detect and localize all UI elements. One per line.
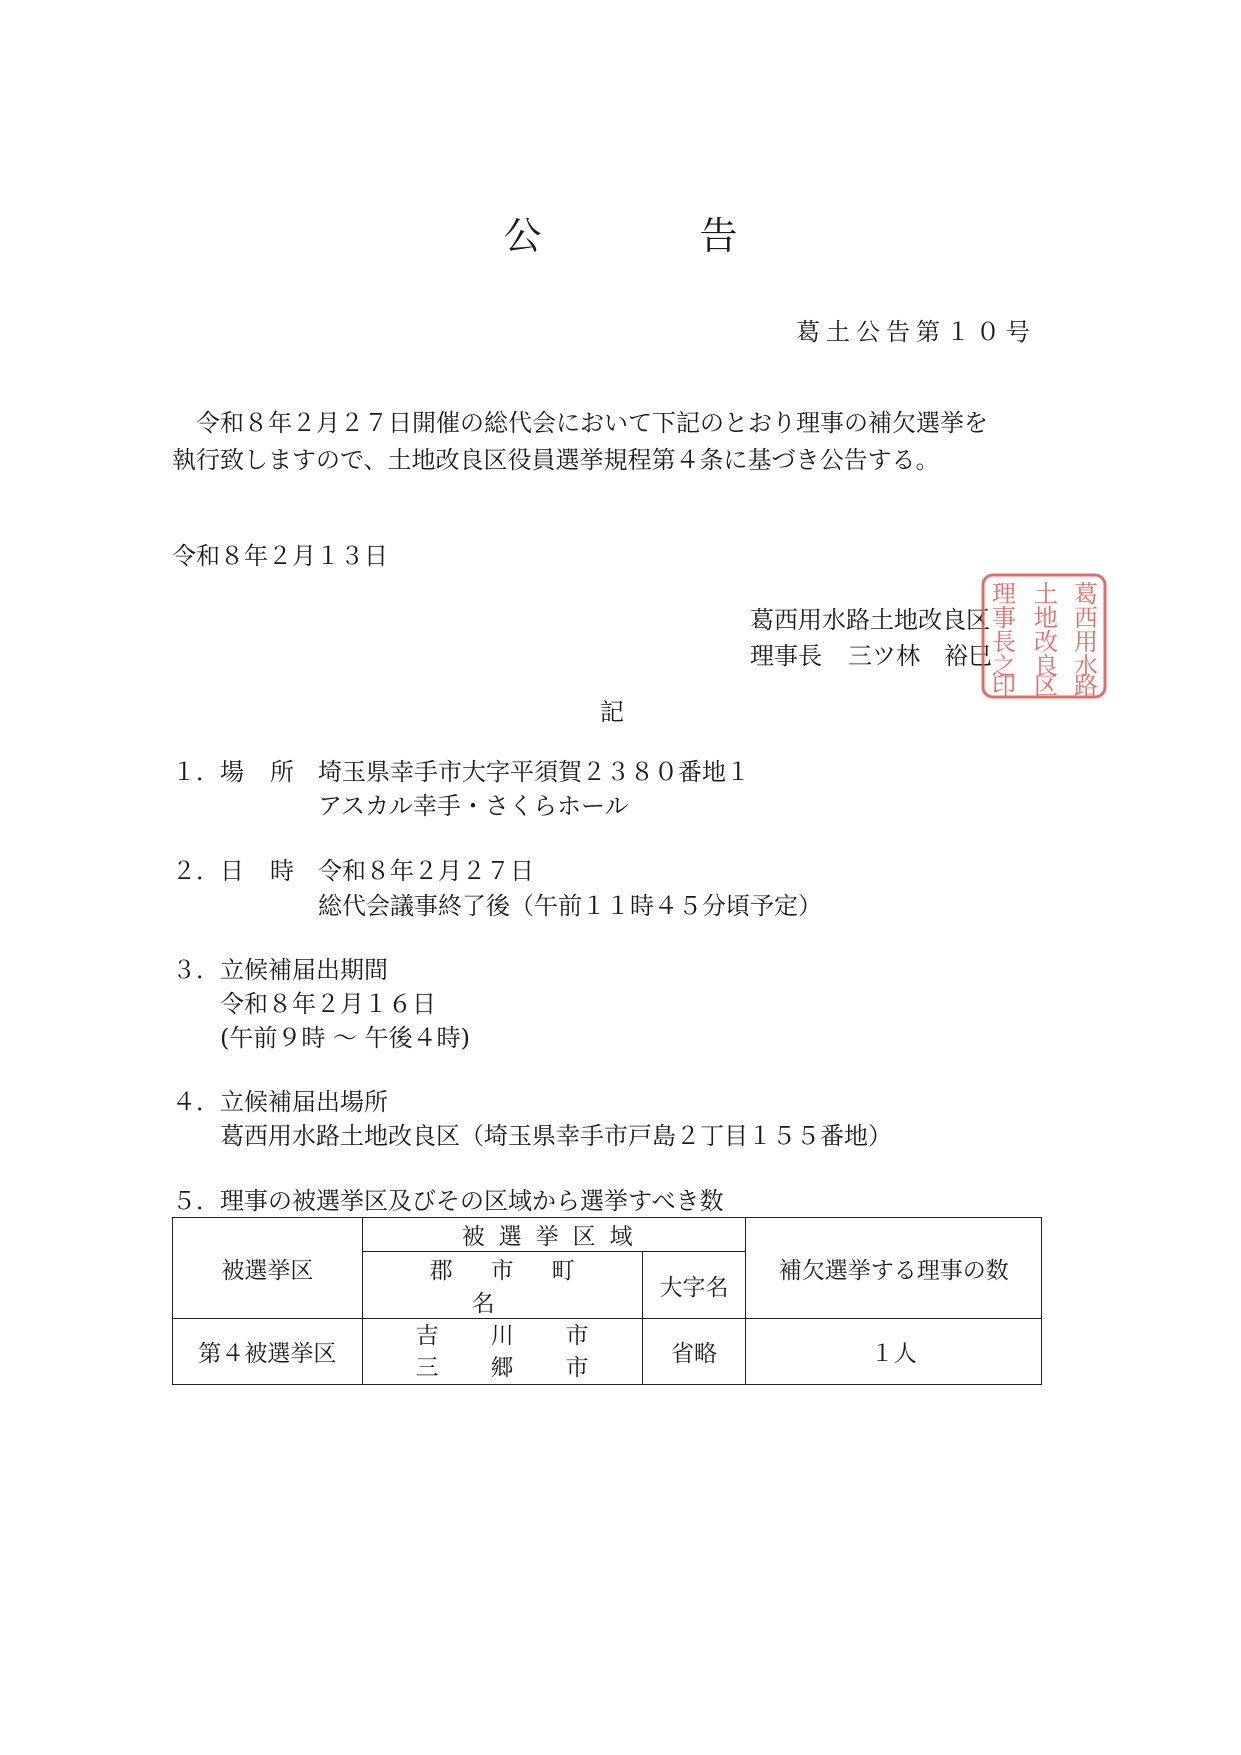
issuer-org: 葛西用水路土地改良区 [750, 606, 990, 634]
ki-heading: 記 [600, 698, 624, 726]
row-cities [362, 1319, 642, 1385]
item-2-label-a: 日 [220, 857, 244, 885]
header-count: 補欠選挙する理事の数 [746, 1218, 1042, 1319]
svg-text:之: 之 [992, 652, 1016, 680]
election-district-table [172, 1217, 1042, 1385]
official-seal-stamp [980, 572, 1108, 700]
item-4-number: ４． [172, 1088, 220, 1116]
svg-text:路: 路 [1074, 672, 1098, 700]
row-count: １人 [746, 1319, 1042, 1385]
item-1-label-a: 場 [220, 758, 244, 786]
item-3-label: 立候補届出期間 [220, 956, 388, 984]
item-3-line-2: (午前９時 ～ 午後４時) [220, 1024, 470, 1052]
issuer-name: 三ツ林 裕巳 [848, 642, 992, 670]
item-1-line-1: 埼玉県幸手市大字平須賀２３８０番地１ [318, 758, 750, 786]
svg-text:良: 良 [1034, 652, 1058, 680]
item-1-number: １． [172, 758, 220, 786]
row-city-2: 三郷市 [415, 1354, 641, 1381]
svg-text:地: 地 [1034, 604, 1058, 632]
item-3-number: ３． [172, 956, 220, 984]
item-1-label-b: 所 [270, 758, 294, 786]
svg-text:水: 水 [1074, 652, 1098, 680]
item-4-line-1: 葛西用水路土地改良区（埼玉県幸手市戸島２丁目１５５番地） [220, 1122, 892, 1150]
item-5-number: ５． [172, 1187, 220, 1215]
issuer-role: 理事長 [750, 642, 822, 670]
header-district: 被選挙区 [173, 1218, 363, 1319]
notice-date: 令和８年２月１３日 [172, 542, 388, 570]
svg-text:印: 印 [992, 672, 1016, 700]
svg-text:区: 区 [1034, 672, 1058, 700]
svg-text:改: 改 [1034, 628, 1058, 656]
row-city-1: 吉川市 [415, 1322, 641, 1349]
body-line-2: 執行致しますので、土地改良区役員選挙規程第４条に基づき公告する。 [172, 446, 940, 474]
item-1-line-2: アスカル幸手・さくらホール [318, 792, 629, 820]
svg-text:土: 土 [1034, 580, 1058, 608]
item-2-line-1: 令和８年２月２７日 [318, 857, 534, 885]
svg-text:葛: 葛 [1074, 580, 1098, 608]
item-2-line-2: 総代会議事終了後（午前１１時４５分頃予定） [318, 892, 822, 920]
svg-text:西: 西 [1074, 604, 1098, 632]
item-4-label: 立候補届出場所 [220, 1088, 388, 1116]
document-number: 葛土公告第１０号 [796, 318, 1036, 346]
item-3-line-1: 令和８年２月１６日 [220, 990, 436, 1018]
header-aza: 大字名 [642, 1252, 746, 1319]
header-city: 郡市町名 [362, 1252, 642, 1319]
row-aza: 省略 [642, 1319, 746, 1385]
row-district: 第４被選挙区 [173, 1319, 363, 1385]
item-5-label: 理事の被選挙区及びその区域から選挙すべき数 [220, 1187, 724, 1215]
svg-text:事: 事 [992, 604, 1016, 632]
notice-title: 公 告 [503, 214, 798, 258]
svg-text:理: 理 [992, 580, 1016, 608]
header-area: 被選挙区域 [362, 1218, 746, 1252]
svg-text:用: 用 [1074, 628, 1098, 656]
svg-text:長: 長 [992, 628, 1016, 656]
body-line-1: 令和８年２月２７日開催の総代会において下記のとおり理事の補欠選挙を [196, 409, 988, 437]
item-2-label-b: 時 [270, 857, 294, 885]
item-2-number: ２． [172, 857, 220, 885]
